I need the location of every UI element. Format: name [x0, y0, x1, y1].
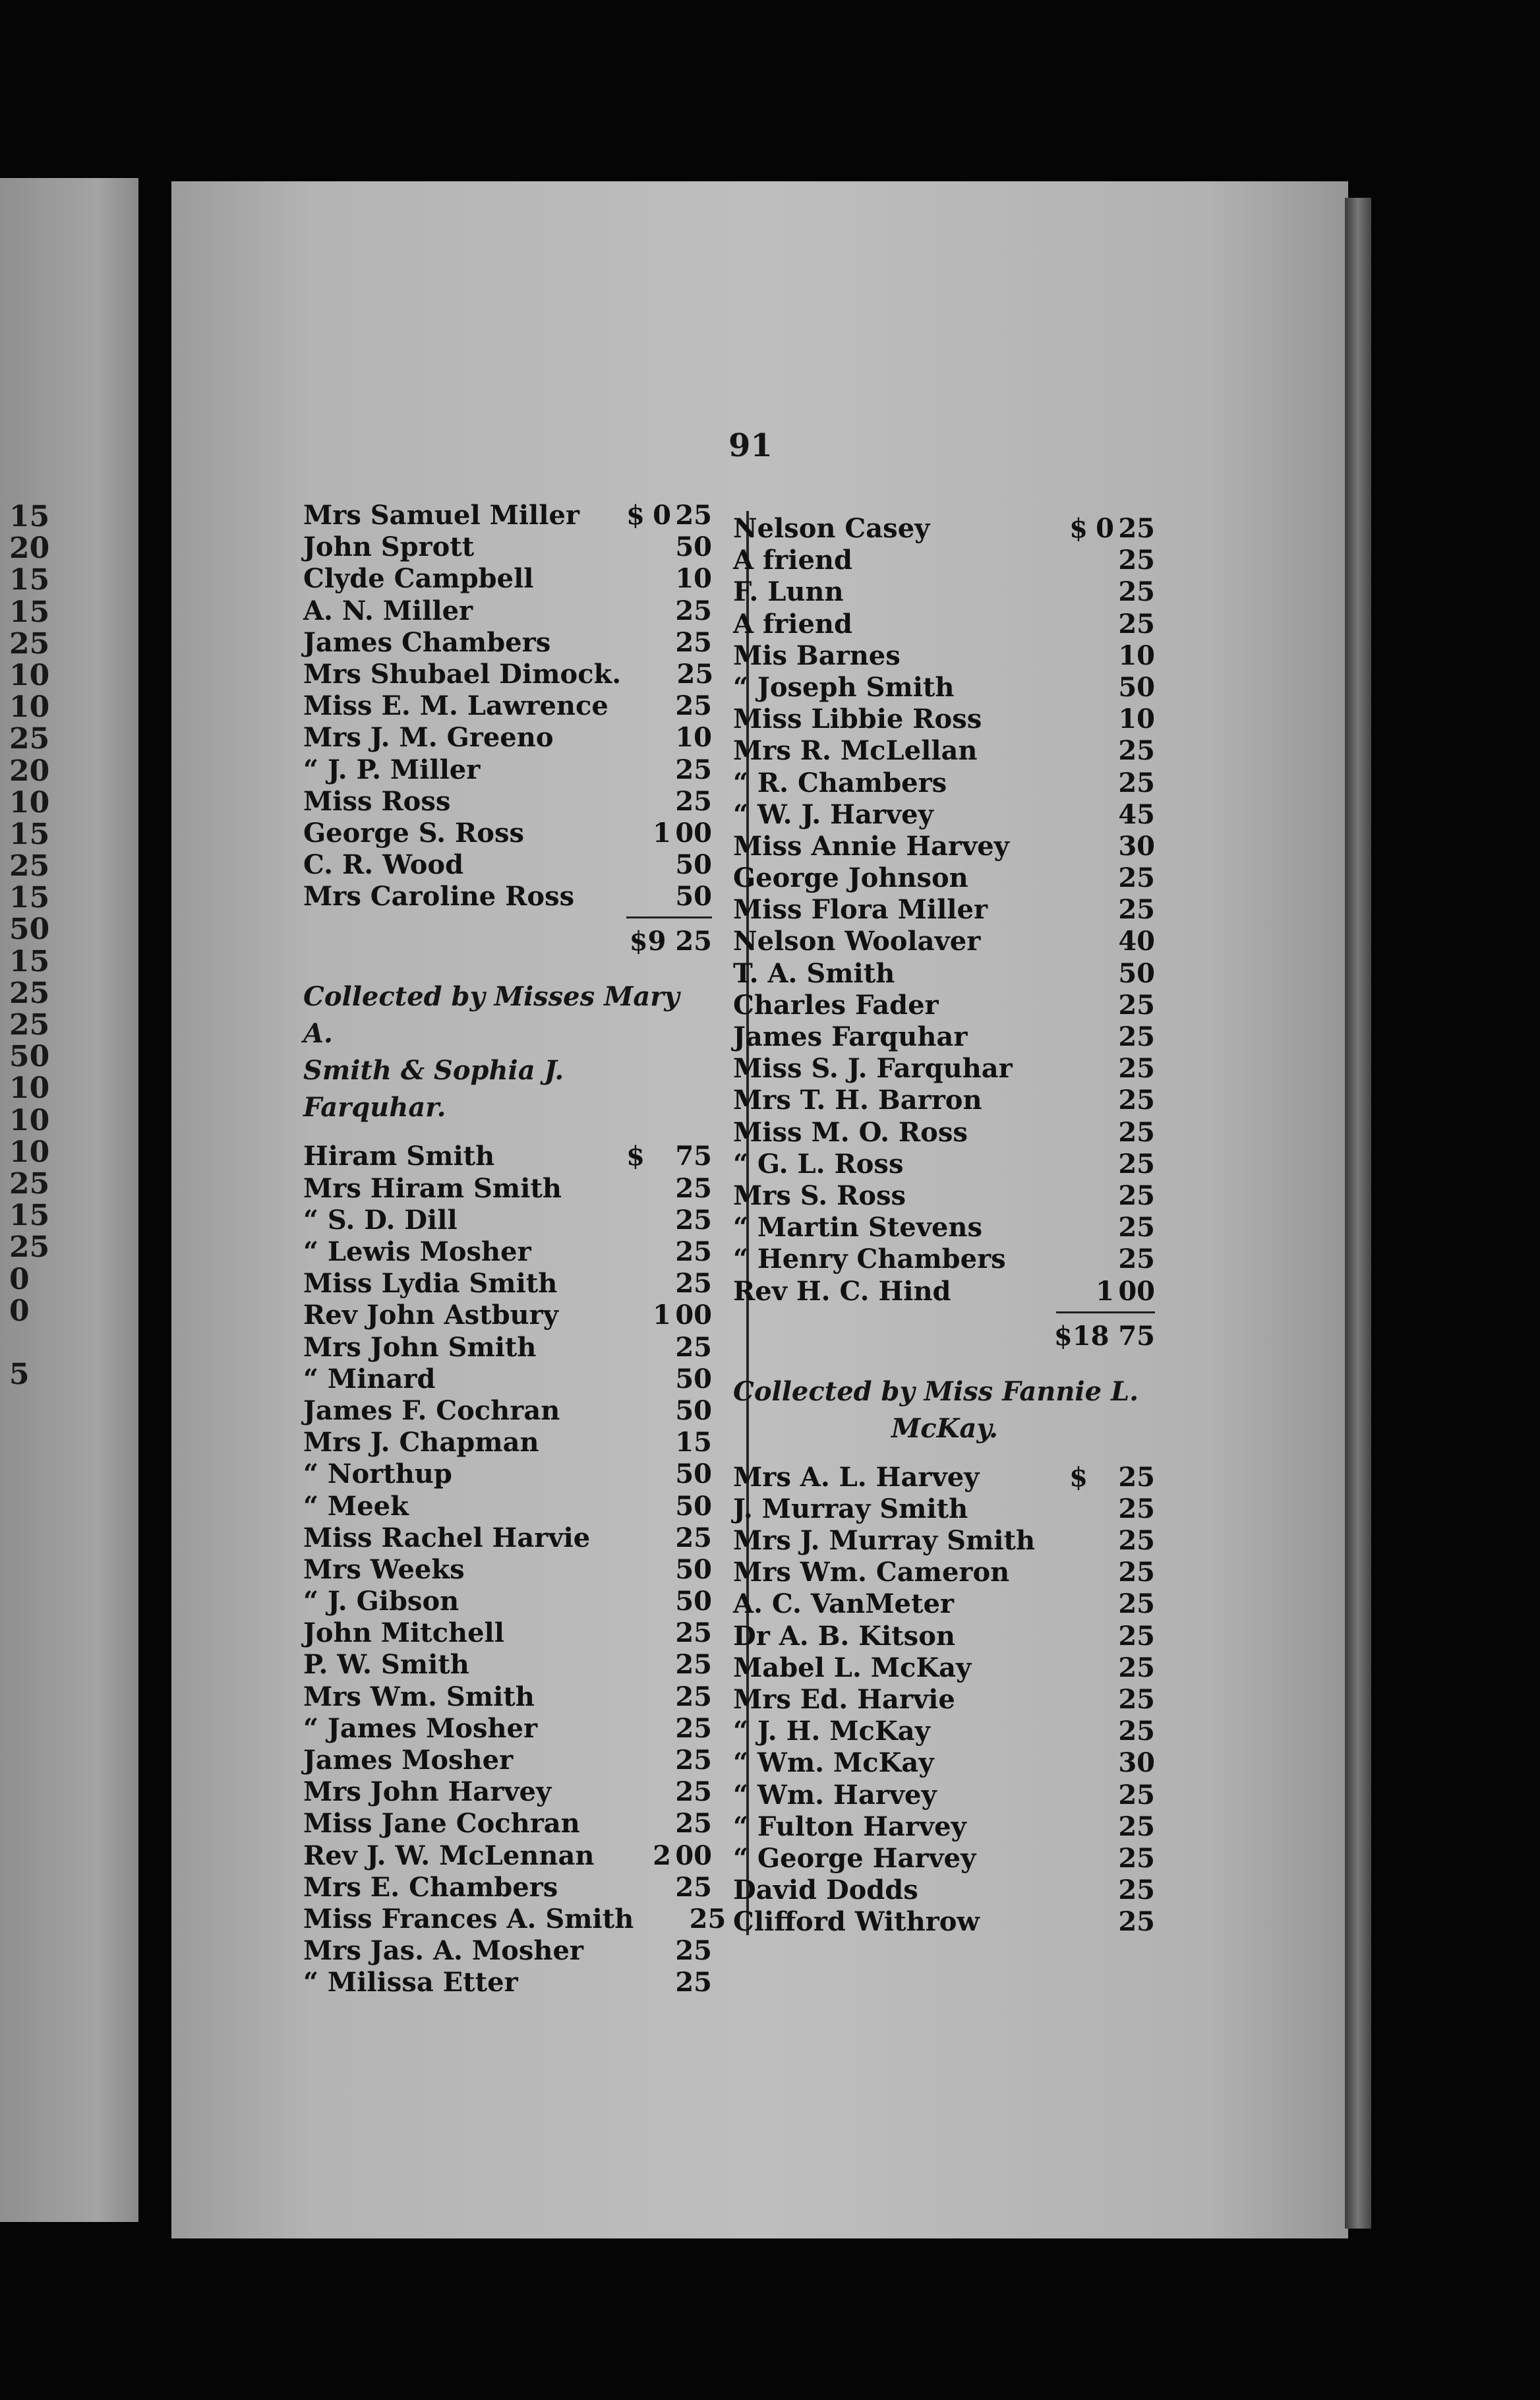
donor-row [733, 1780, 1155, 1811]
donor-row [303, 881, 712, 913]
right-section-1-total: $18 75 [1053, 1320, 1155, 1352]
donor-name: Rev John Astbury [303, 1300, 558, 1331]
amount-cents: 25 [1118, 545, 1155, 576]
donor-row [733, 1493, 1155, 1525]
left-page-amount: 10 [9, 1071, 50, 1106]
donor-row [303, 1903, 726, 1935]
amount-cents: 10 [675, 563, 712, 595]
left-section-1 [303, 500, 712, 913]
donor-name: Miss Rachel Harvie [303, 1522, 591, 1553]
left-page-amount: 25 [9, 1166, 50, 1201]
amount-cents: 25 [675, 1268, 712, 1300]
donor-row [303, 1554, 712, 1586]
right-column [733, 513, 1155, 1938]
left-heading-line-1: Collected by Misses Mary A. [303, 981, 680, 1050]
amount-cents: 00 [675, 1300, 712, 1331]
left-page-amount: 15 [9, 881, 50, 915]
left-page-amount: 15 [9, 944, 50, 978]
donor-row [303, 754, 712, 786]
donor-name: Mrs S. Ross [733, 1180, 906, 1211]
donor-name: Mrs Ed. Harvie [733, 1684, 955, 1715]
dollar-sign: $ [626, 1141, 645, 1172]
donor-name: Mrs Jas. A. Mosher [303, 1935, 583, 1967]
amount-cents: 25 [675, 1681, 712, 1712]
donor-row [733, 958, 1155, 990]
left-page-amount: 15 [9, 817, 50, 851]
donor-row [733, 513, 1155, 545]
donor-name: A friend [733, 545, 852, 576]
left-page-amount: 20 [9, 754, 50, 788]
donor-name: Miss Lydia Smith [303, 1268, 558, 1300]
donor-row [303, 595, 712, 627]
amount-cents: 50 [1118, 671, 1155, 703]
donor-row [733, 1684, 1155, 1716]
right-section-2 [733, 1462, 1155, 1938]
left-page-amount: 10 [9, 1135, 50, 1169]
donor-row [303, 1745, 712, 1776]
donor-name: Mrs Wm. Smith [303, 1681, 535, 1712]
donor-name: Rev J. W. McLennan [303, 1840, 595, 1871]
amount-dollars: 0 [1096, 513, 1114, 544]
donor-row [303, 849, 712, 881]
donor-name: “ Wm. Harvey [733, 1779, 937, 1811]
amount-cents: 25 [675, 690, 712, 722]
donor-row [303, 1522, 712, 1554]
donor-row [303, 1364, 712, 1395]
amount-cents: 30 [1118, 830, 1155, 862]
left-page-numbers [9, 501, 134, 1391]
donor-name: Miss S. J. Farquhar [733, 1053, 1013, 1085]
amount-cents: 25 [675, 754, 712, 785]
donor-name: A friend [733, 608, 852, 640]
donor-name: Mrs Shubael Dimock. [303, 658, 622, 690]
donor-row [733, 1276, 1155, 1307]
amount-cents: 25 [1118, 1842, 1155, 1874]
donor-name: Hiram Smith [303, 1141, 495, 1172]
donor-name: Mrs Hiram Smith [303, 1172, 562, 1204]
amount-cents: 25 [1118, 1811, 1155, 1842]
dollar-sign: $ [1069, 513, 1088, 544]
amount-cents: 25 [1118, 513, 1155, 544]
donor-name: “ Joseph Smith [733, 671, 955, 703]
amount-cents: 25 [675, 1808, 712, 1840]
left-page-amount: 50 [9, 1040, 50, 1074]
donor-row [733, 894, 1155, 926]
donor-name: “ Martin Stevens [733, 1212, 982, 1244]
donor-name: James Farquhar [733, 1021, 968, 1052]
right-collection-heading [733, 1356, 1155, 1462]
donor-name: Rev H. C. Hind [733, 1275, 951, 1307]
donor-row [733, 735, 1155, 767]
amount-cents: 25 [1118, 1116, 1155, 1148]
donor-name: Miss Frances A. Smith [303, 1903, 634, 1935]
donor-name: Miss Annie Harvey [733, 830, 1009, 862]
donor-row [303, 786, 712, 818]
donor-row [733, 672, 1155, 704]
amount-cents: 25 [675, 1776, 712, 1808]
amount-cents: 10 [1118, 640, 1155, 671]
left-page-amount: 10 [9, 785, 50, 820]
page-number: 91 [728, 427, 773, 464]
right-section-1 [733, 513, 1155, 1307]
sum-rule [1056, 1311, 1155, 1313]
donor-row [733, 1212, 1155, 1244]
left-page-amount: 15 [9, 563, 50, 597]
amount-cents: 50 [675, 1586, 712, 1617]
left-collection-heading [303, 961, 712, 1141]
left-page-amount: 10 [9, 658, 50, 692]
dollar-sign: $ [626, 500, 645, 531]
book-spine [1345, 198, 1371, 2229]
donor-name: Miss E. M. Lawrence [303, 690, 608, 722]
donor-name: George S. Ross [303, 817, 524, 849]
donor-row [733, 1557, 1155, 1588]
donor-name: T. A. Smith [733, 957, 895, 989]
donor-name: “ J. Gibson [303, 1586, 459, 1617]
amount-cents: 25 [1118, 1148, 1155, 1180]
donor-name: “ James Mosher [303, 1712, 538, 1744]
donor-name: C. R. Wood [303, 849, 464, 881]
left-page-amount: 15 [9, 1199, 50, 1233]
amount-cents: 25 [1118, 1525, 1155, 1557]
donor-row [733, 1525, 1155, 1557]
donor-row [303, 1840, 712, 1872]
amount-cents: 30 [1118, 1747, 1155, 1779]
left-page-amount: 15 [9, 500, 50, 533]
donor-row [303, 1808, 712, 1840]
left-page-amount: 0 [9, 1262, 30, 1296]
donor-name: Miss Jane Cochran [303, 1808, 580, 1840]
donor-row [733, 862, 1155, 894]
amount-cents: 25 [1118, 1875, 1155, 1906]
donor-row [733, 704, 1155, 735]
donor-name: “ S. D. Dill [303, 1204, 458, 1236]
amount-cents: 25 [1118, 1461, 1155, 1493]
donor-name: Mrs Samuel Miller [303, 500, 579, 531]
donor-row [303, 722, 712, 754]
donor-row [303, 1776, 712, 1808]
donor-row [733, 767, 1155, 799]
donor-name: “ Minard [303, 1363, 436, 1395]
amount-cents: 10 [675, 722, 712, 754]
donor-row [303, 1872, 712, 1904]
amount-cents: 40 [1118, 926, 1155, 957]
donor-name: “ Wm. McKay [733, 1747, 934, 1779]
donor-name: Clyde Campbell [303, 563, 534, 595]
donor-row [303, 563, 712, 595]
donor-row [733, 1652, 1155, 1684]
amount-dollars: 1 [653, 817, 671, 849]
donor-name: F. Lunn [733, 576, 844, 608]
left-page-amount: 25 [9, 1230, 50, 1265]
donor-row [303, 1173, 712, 1205]
donor-name: “ Milissa Etter [303, 1967, 518, 1998]
donor-name: Mrs T. H. Barron [733, 1085, 982, 1116]
dollar-sign: $ [1069, 1461, 1088, 1493]
left-heading-line-2: Smith & Sophia J. Farquhar. [303, 1055, 564, 1124]
donor-name: “ George Harvey [733, 1842, 976, 1874]
amount-cents: 25 [675, 1522, 712, 1553]
left-page-amount: 20 [9, 531, 50, 566]
amount-cents: 75 [675, 1141, 712, 1172]
donor-row [303, 1268, 712, 1300]
amount-cents: 25 [675, 1172, 712, 1204]
amount-cents: 25 [1118, 767, 1155, 798]
donor-name: “ W. J. Harvey [733, 798, 933, 830]
donor-name: “ R. Chambers [733, 767, 947, 798]
amount-cents: 50 [675, 531, 712, 563]
left-section-2 [303, 1141, 726, 1998]
left-page-amount: 25 [9, 626, 50, 661]
donor-row [733, 1085, 1155, 1116]
donor-name: “ Meek [303, 1490, 409, 1522]
amount-cents: 25 [1118, 1684, 1155, 1715]
donor-name: “ Henry Chambers [733, 1244, 1006, 1275]
donor-name: “ J. H. McKay [733, 1716, 930, 1747]
amount-cents: 25 [676, 658, 714, 690]
amount-cents: 25 [675, 1745, 712, 1776]
donor-name: Dr A. B. Kitson [733, 1620, 955, 1652]
donor-row [303, 1141, 712, 1172]
donor-row [733, 1875, 1155, 1906]
donor-row [303, 1617, 712, 1649]
donor-name: A. N. Miller [303, 595, 473, 626]
donor-name: “ J. P. Miller [303, 754, 481, 785]
donor-row [303, 1458, 712, 1490]
donor-name: Mrs Wm. Cameron [733, 1557, 1010, 1588]
donor-row [733, 609, 1155, 640]
amount-cents: 25 [675, 1331, 712, 1363]
donor-row [303, 1713, 712, 1745]
donor-name: “ G. L. Ross [733, 1148, 904, 1180]
left-page-amount: 15 [9, 595, 50, 629]
donor-row [733, 1053, 1155, 1085]
amount-cents: 25 [675, 1617, 712, 1649]
donor-name: James Chambers [303, 626, 551, 658]
donor-name: Nelson Woolaver [733, 926, 981, 957]
donor-name: Charles Fader [733, 989, 939, 1021]
donor-row [303, 659, 712, 690]
donor-name: “ Lewis Mosher [303, 1236, 531, 1267]
donor-name: Miss Libbie Ross [733, 704, 982, 735]
donor-name: James Mosher [303, 1745, 514, 1776]
donor-row [733, 990, 1155, 1021]
donor-row [303, 1967, 712, 1998]
donor-name: Mabel L. McKay [733, 1652, 972, 1683]
donor-row [733, 1906, 1155, 1938]
amount-dollars: 2 [653, 1840, 671, 1871]
amount-cents: 25 [1118, 1180, 1155, 1211]
amount-cents: 25 [1118, 1588, 1155, 1620]
donor-row [733, 926, 1155, 957]
donor-name: Miss M. O. Ross [733, 1116, 968, 1148]
left-page-amount: 5 [9, 1358, 30, 1392]
amount-cents: 50 [675, 881, 712, 913]
left-page-amount: 25 [9, 849, 50, 884]
amount-cents: 25 [1118, 989, 1155, 1021]
donor-name: P. W. Smith [303, 1649, 469, 1681]
amount-cents: 25 [675, 1871, 712, 1903]
donor-row [303, 1681, 712, 1713]
amount-cents: 25 [1118, 1557, 1155, 1588]
amount-cents: 50 [675, 1458, 712, 1490]
amount-cents: 25 [675, 1967, 712, 1998]
amount-cents: 00 [675, 1840, 712, 1871]
amount-cents: 25 [1118, 1212, 1155, 1244]
donor-row [733, 1843, 1155, 1875]
donor-row [303, 1332, 712, 1364]
amount-cents: 00 [675, 817, 712, 849]
amount-cents: 25 [675, 500, 712, 531]
amount-cents: 25 [1118, 1716, 1155, 1747]
left-page-amount: 0 [9, 1294, 30, 1328]
amount-cents: 25 [1118, 862, 1155, 894]
donor-name: John Sprott [303, 531, 475, 563]
donor-name: Mis Barnes [733, 640, 901, 671]
amount-cents: 15 [675, 1427, 712, 1458]
donor-row [733, 1180, 1155, 1212]
amount-cents: 25 [1118, 1244, 1155, 1275]
amount-cents: 25 [675, 1204, 712, 1236]
donor-name: Mrs E. Chambers [303, 1871, 558, 1903]
donor-row [303, 1395, 712, 1427]
amount-cents: 25 [1118, 1493, 1155, 1524]
amount-cents: 25 [1118, 576, 1155, 608]
amount-cents: 25 [1118, 1620, 1155, 1652]
amount-cents: 25 [675, 1935, 712, 1967]
amount-cents: 25 [1118, 894, 1155, 926]
donor-name: Mrs Weeks [303, 1553, 465, 1585]
left-page-amount [9, 1327, 134, 1359]
left-page-amount: 25 [9, 1008, 50, 1042]
donor-name: Mrs A. L. Harvey [733, 1461, 980, 1493]
left-page [0, 178, 138, 2222]
amount-cents: 25 [1118, 735, 1155, 767]
donor-row [303, 1300, 712, 1331]
amount-cents: 50 [675, 1490, 712, 1522]
donor-row [303, 627, 712, 659]
donor-name: Mrs J. Murray Smith [733, 1525, 1036, 1557]
donor-name: James F. Cochran [303, 1395, 560, 1426]
donor-name: John Mitchell [303, 1617, 504, 1649]
donor-row [733, 1716, 1155, 1747]
donor-name: Miss Flora Miller [733, 894, 988, 926]
donor-row [733, 831, 1155, 862]
donor-row [733, 545, 1155, 576]
donor-name: Mrs J. Chapman [303, 1427, 539, 1458]
donor-row [303, 1935, 712, 1967]
amount-cents: 50 [675, 849, 712, 881]
donor-name: “ Northup [303, 1458, 452, 1490]
amount-cents: 50 [1118, 957, 1155, 989]
donor-row [733, 1811, 1155, 1843]
donor-name: Mrs J. M. Greeno [303, 722, 554, 754]
right-heading-line-1: Collected by Miss Fannie L. [733, 1375, 1139, 1407]
donor-name: Mrs R. McLellan [733, 735, 978, 767]
donor-row [733, 1117, 1155, 1149]
amount-cents: 50 [675, 1395, 712, 1426]
donor-row [303, 818, 712, 849]
donor-row [303, 1236, 712, 1268]
amount-cents: 25 [1118, 1906, 1155, 1938]
donor-row [733, 1462, 1155, 1493]
donor-row [733, 1588, 1155, 1620]
amount-cents: 25 [1118, 1021, 1155, 1052]
amount-cents: 25 [1118, 608, 1155, 640]
donor-row [733, 1621, 1155, 1652]
left-page-amount: 10 [9, 1103, 50, 1137]
amount-cents: 25 [675, 1649, 712, 1681]
right-heading-line-2: McKay. [891, 1412, 998, 1444]
donor-row [733, 1149, 1155, 1180]
donor-row [733, 1244, 1155, 1275]
left-page-amount: 10 [9, 690, 50, 725]
donor-name: Clifford Withrow [733, 1906, 980, 1938]
sum-rule [626, 916, 712, 918]
donor-row [733, 640, 1155, 672]
donor-name: David Dodds [733, 1875, 918, 1906]
donor-row [733, 1747, 1155, 1779]
amount-cents: 10 [1118, 704, 1155, 735]
donor-row [303, 531, 712, 563]
amount-cents: 25 [1118, 1085, 1155, 1116]
amount-cents: 25 [675, 785, 712, 817]
amount-cents: 00 [1118, 1275, 1155, 1307]
amount-cents: 25 [675, 626, 712, 658]
donor-name: J. Murray Smith [733, 1493, 968, 1524]
donor-row [733, 576, 1155, 608]
amount-dollars: 0 [653, 500, 671, 531]
left-column [303, 500, 726, 1999]
donor-row [303, 1491, 712, 1522]
donor-name: A. C. VanMeter [733, 1588, 954, 1620]
amount-cents: 45 [1118, 798, 1155, 830]
donor-row [303, 1649, 712, 1681]
amount-cents: 25 [1118, 1779, 1155, 1811]
amount-cents: 25 [1118, 1053, 1155, 1085]
donor-name: Miss Ross [303, 785, 451, 817]
amount-cents: 50 [675, 1553, 712, 1585]
left-section-1-total: $9 25 [629, 926, 712, 957]
donor-name: Mrs John Smith [303, 1331, 537, 1363]
amount-cents: 25 [675, 1712, 712, 1744]
donor-row [733, 799, 1155, 831]
amount-cents: 25 [675, 1236, 712, 1267]
amount-cents: 25 [1118, 1652, 1155, 1683]
donor-name: “ Fulton Harvey [733, 1811, 966, 1842]
left-page-amount: 50 [9, 913, 50, 947]
donor-name: Mrs Caroline Ross [303, 881, 575, 913]
amount-cents: 25 [689, 1903, 726, 1935]
amount-dollars: 1 [1096, 1275, 1114, 1307]
donor-row [733, 1021, 1155, 1053]
amount-dollars: 1 [653, 1300, 671, 1331]
donor-name: George Johnson [733, 862, 968, 894]
donor-row [303, 1205, 712, 1236]
donor-row [303, 500, 712, 531]
left-page-amount: 25 [9, 722, 50, 756]
donor-name: Mrs John Harvey [303, 1776, 552, 1808]
left-page-amount: 25 [9, 976, 50, 1010]
donor-row [303, 1586, 712, 1617]
donor-row [303, 690, 712, 722]
donor-name: Nelson Casey [733, 513, 930, 544]
amount-cents: 50 [675, 1363, 712, 1395]
donor-row [303, 1427, 712, 1458]
amount-cents: 25 [675, 595, 712, 626]
